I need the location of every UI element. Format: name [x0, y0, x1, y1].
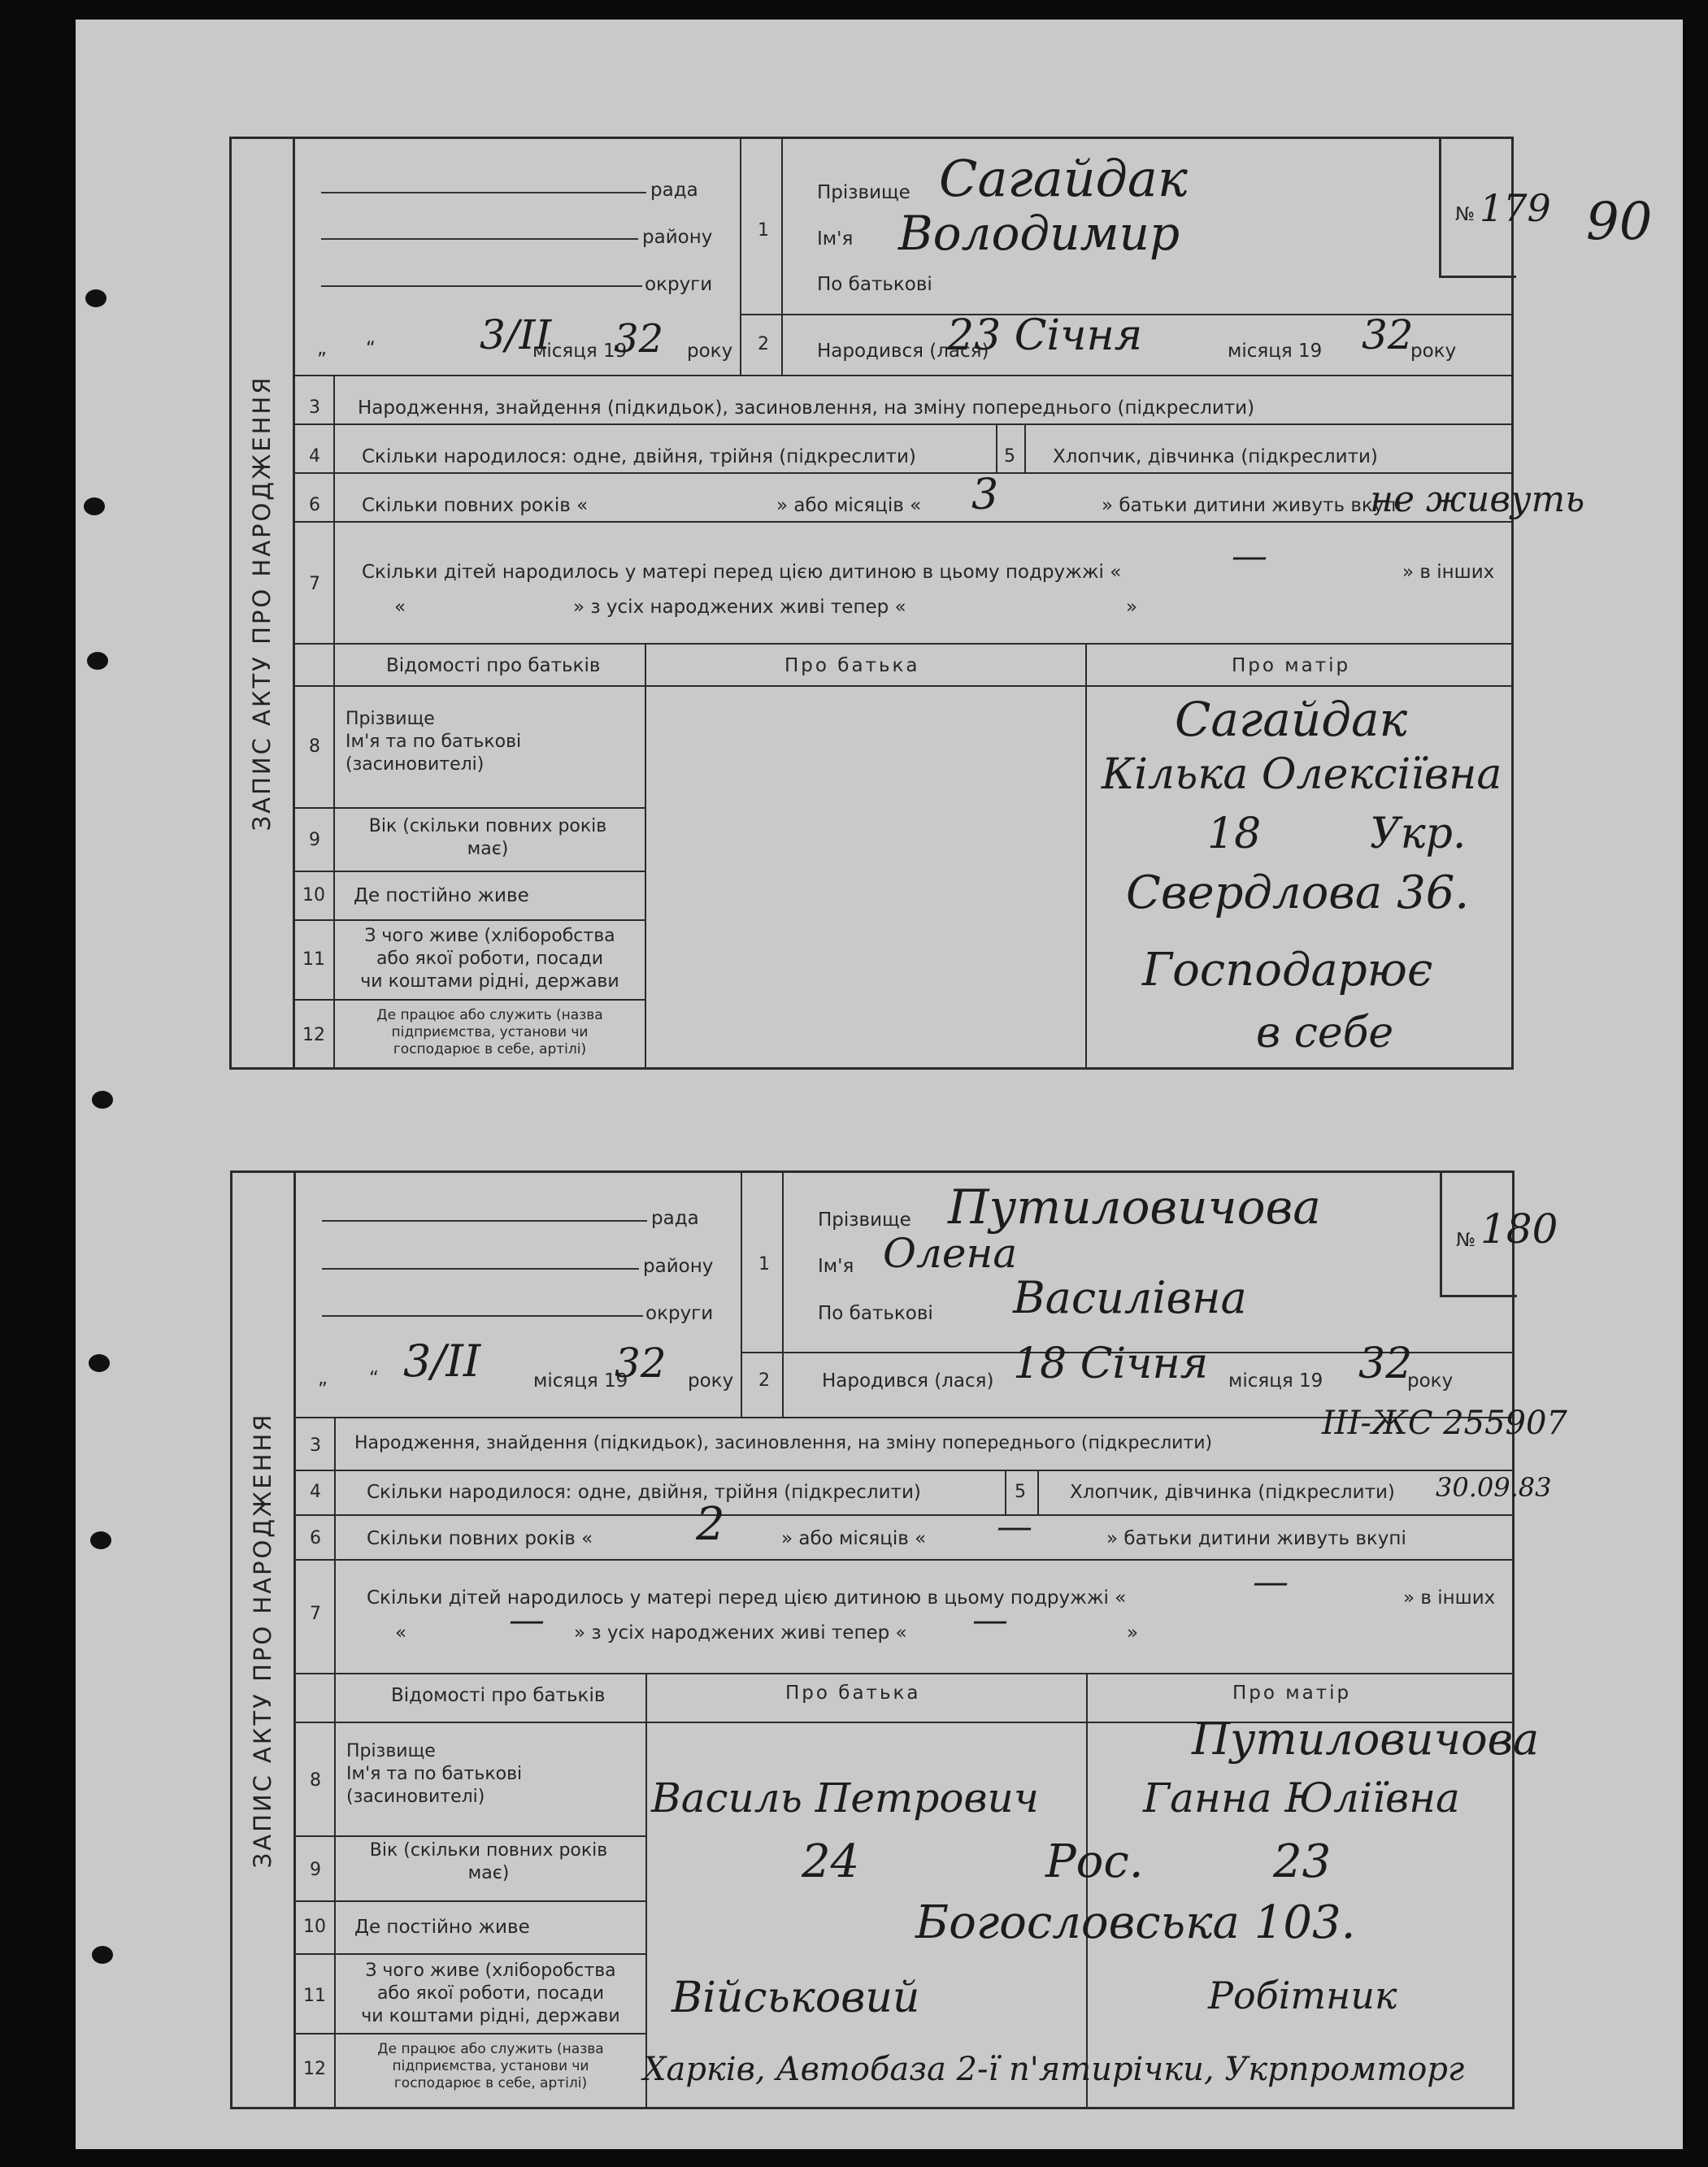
mother-age: 18 — [1207, 810, 1262, 858]
row4-text: Скільки народилося: одне, двійня, трійня (підкреслити) — [367, 1482, 921, 1503]
row-number: 5 — [1004, 446, 1015, 467]
row3-text: Народження, знайдення (підкидьок), засиновлення, на зміну попереднього (підкреслити) — [354, 1433, 1213, 1453]
surname-value: Сагайдак — [939, 149, 1188, 208]
months-value: 3 — [971, 471, 999, 519]
note-date: 30.09.83 — [1436, 1472, 1552, 1503]
row8-label: Прізвище Ім'я та по батькові (засиновителі) — [346, 709, 522, 775]
row-number: 9 — [310, 1860, 321, 1880]
year-label: року — [1407, 1370, 1454, 1392]
parents-header: Відомості про батьків — [386, 655, 601, 676]
quote: “ — [366, 338, 376, 359]
row-number: 12 — [302, 1025, 325, 1045]
father-header: Про батька — [785, 1683, 921, 1704]
side-label: ЗАПИС АКТУ ПРО НАРОДЖЕННЯ — [249, 1412, 276, 1868]
mother-surname: Сагайдак — [1175, 692, 1408, 747]
row7-text: Скільки дітей народилось у матері перед цією дитиною в цьому подружжі « — [367, 1587, 1127, 1609]
row6-text: » або місяців « — [776, 495, 922, 516]
side-band — [233, 1173, 296, 2107]
year-label: року — [687, 341, 733, 362]
row7-text: » — [1126, 597, 1138, 618]
mother-occupation: Господарює — [1142, 944, 1433, 997]
row9-label: Вік (скільки повних років має) — [369, 1840, 608, 1883]
born-date: 23 Січня — [947, 311, 1143, 360]
father-name: Василь Петрович — [651, 1774, 1039, 1822]
record-number: 180 — [1480, 1205, 1558, 1253]
workplace: Харків, Автобаза 2-ї п'ятирічки, Укрпромторг — [643, 2051, 1465, 2088]
row-number: 8 — [309, 736, 320, 757]
record-date: 3/II — [403, 1335, 481, 1387]
father-header: Про батька — [784, 655, 920, 676]
row-number: 9 — [309, 830, 320, 850]
row-number: 3 — [310, 1435, 321, 1456]
month-label: місяця 19 — [532, 341, 628, 362]
birth-record-2 — [230, 1170, 1567, 2109]
row5-text: Хлопчик, дівчинка (підкреслити) — [1070, 1482, 1395, 1503]
row-number: 10 — [303, 1917, 326, 1937]
row12-label: Де працює або служить (назва підприємства, установи чи господарює в себе, артілі) — [377, 2041, 604, 2091]
row4-text: Скільки народилося: одне, двійня, трійня (підкреслити) — [362, 446, 916, 467]
row6-text: » батьки дитини живуть вкупі — [1102, 495, 1402, 516]
row7-text: « — [394, 597, 406, 618]
row6-text: Скільки повних років « — [362, 495, 589, 516]
row6-text: » батьки дитини живуть вкупі — [1106, 1528, 1406, 1549]
address: Богословська 103. — [915, 1896, 1356, 1949]
row-number: 4 — [309, 446, 320, 467]
years-value: 2 — [696, 1498, 725, 1551]
raion-label: району — [642, 227, 713, 248]
row7-text: » з усіх народжених живі тепер « — [574, 1622, 907, 1644]
okrugy-label: округи — [645, 274, 713, 295]
surname-value: Путиловичова — [948, 1179, 1321, 1235]
year-label: року — [1410, 341, 1457, 362]
patronymic-label: По батькові — [817, 274, 932, 295]
row-number: 3 — [309, 397, 320, 418]
row7-text: Скільки дітей народилось у матері перед цією дитиною в цьому подружжі « — [362, 562, 1122, 583]
row-number: 10 — [302, 885, 325, 905]
year-label: року — [688, 1370, 734, 1392]
raion-label: району — [643, 1256, 714, 1277]
row-number: 1 — [758, 1254, 770, 1275]
row5-text: Хлопчик, дівчинка (підкреслити) — [1053, 446, 1378, 467]
name-value: Володимир — [898, 206, 1180, 261]
row6-text: Скільки повних років « — [367, 1528, 593, 1549]
born-year: 32 — [1358, 1340, 1413, 1388]
page-number: 90 — [1586, 192, 1653, 252]
punch-hole — [92, 1946, 113, 1964]
nationality: Рос. — [1045, 1835, 1144, 1888]
side-band — [232, 139, 295, 1067]
row11-label: З чого живе (хліборобства або якої роботи, посади чи коштами рідні, держави — [361, 1961, 620, 2026]
row-number: 5 — [1015, 1482, 1026, 1502]
row10-label: Де постійно живе — [354, 885, 529, 906]
mother-name: Ганна Юліївна — [1143, 1774, 1460, 1822]
row7-text: » — [1127, 1622, 1139, 1644]
mother-age: 23 — [1273, 1835, 1332, 1888]
row6-text: » або місяців « — [781, 1528, 927, 1549]
number-label: № — [1455, 204, 1475, 225]
record-date: 3/II — [480, 311, 552, 358]
row7-text: « — [395, 1622, 407, 1644]
birth-record-1 — [229, 137, 1585, 1070]
punch-hole — [87, 652, 108, 670]
rada-label: рада — [651, 1208, 699, 1229]
children-value: — — [1232, 536, 1267, 577]
record-number: 179 — [1480, 186, 1551, 230]
row3-text: Народження, знайдення (підкидьок), засиновлення, на зміну попереднього (підкреслити) — [358, 397, 1255, 419]
row7-text: » в інших — [1402, 562, 1495, 583]
children-value: — — [972, 1600, 1008, 1641]
record-year: 32 — [614, 316, 664, 362]
mother-nationality: Укр. — [1370, 810, 1467, 858]
surname-label: Прізвище — [817, 182, 910, 203]
punch-hole — [89, 1354, 110, 1372]
parents-header: Відомості про батьків — [391, 1685, 606, 1706]
row11-label: З чого живе (хліборобства або якої роботи, посади чи коштами рідні, держави — [360, 926, 619, 992]
father-age: 24 — [802, 1835, 860, 1888]
row-number: 11 — [302, 949, 325, 970]
month-label: місяця 19 — [1228, 1370, 1323, 1392]
patronymic-value: Василівна — [1013, 1272, 1247, 1323]
born-date: 18 Січня — [1013, 1340, 1209, 1388]
row-number: 8 — [310, 1770, 321, 1791]
row7-text: » в інших — [1403, 1587, 1496, 1609]
rada-label: рада — [650, 180, 698, 201]
father-occupation: Військовий — [671, 1974, 920, 2022]
quote: „ — [318, 1368, 328, 1389]
months-value: — — [997, 1506, 1032, 1548]
name-label: Ім'я — [817, 228, 854, 250]
row12-label: Де працює або служить (назва підприємства, установи чи господарює в себе, артілі) — [376, 1007, 603, 1057]
children-value: — — [509, 1600, 545, 1641]
row-number: 2 — [758, 334, 769, 354]
born-year: 32 — [1362, 311, 1414, 358]
month-label: місяця 19 — [533, 1370, 628, 1392]
quote: “ — [369, 1368, 379, 1389]
number-label: № — [1456, 1230, 1475, 1251]
row-number: 11 — [303, 1986, 326, 2006]
mother-name: Кілька Олексіївна — [1102, 750, 1502, 799]
quote: „ — [317, 338, 327, 359]
row-number: 6 — [310, 1528, 321, 1548]
certificate-note: III-ЖС 255907 — [1322, 1405, 1567, 1442]
name-label: Ім'я — [818, 1256, 854, 1277]
born-label: Народився (лася) — [822, 1370, 994, 1392]
okrugy-label: округи — [645, 1303, 714, 1324]
surname-label: Прізвище — [818, 1209, 911, 1231]
month-label: місяця 19 — [1228, 341, 1323, 362]
row-number: 1 — [758, 220, 769, 241]
patronymic-label: По батькові — [818, 1303, 933, 1324]
row7-text: » з усіх народжених живі тепер « — [573, 597, 906, 618]
row-number: 6 — [309, 495, 320, 515]
mother-address: Свердлова 36. — [1126, 866, 1470, 919]
mother-work: в себе — [1256, 1009, 1394, 1057]
row-number: 7 — [309, 574, 320, 594]
punch-hole — [84, 497, 105, 515]
punch-hole — [92, 1091, 113, 1109]
record-year: 32 — [615, 1340, 667, 1387]
row-number: 4 — [310, 1482, 321, 1502]
live-together-value: не живуть — [1370, 479, 1585, 520]
row9-label: Вік (скільки повних років має) — [368, 816, 607, 859]
mother-header: Про матір — [1232, 1683, 1352, 1704]
born-label: Народився (лася) — [817, 341, 989, 362]
mother-surname: Путиловичова — [1192, 1713, 1540, 1765]
row-number: 7 — [310, 1604, 321, 1624]
row10-label: Де постійно живе — [354, 1917, 530, 1938]
children-value: — — [1253, 1561, 1289, 1603]
mother-occupation: Робітник — [1208, 1974, 1397, 2017]
side-label: ЗАПИС АКТУ ПРО НАРОДЖЕННЯ — [248, 375, 276, 832]
row8-label: Прізвище Ім'я та по батькові (засиновителі) — [346, 1741, 523, 1807]
mother-header: Про матір — [1232, 655, 1351, 676]
row-number: 12 — [303, 2059, 326, 2079]
punch-hole — [90, 1531, 111, 1549]
row-number: 2 — [758, 1370, 770, 1391]
name-value: Олена — [883, 1230, 1018, 1277]
punch-hole — [85, 289, 106, 307]
